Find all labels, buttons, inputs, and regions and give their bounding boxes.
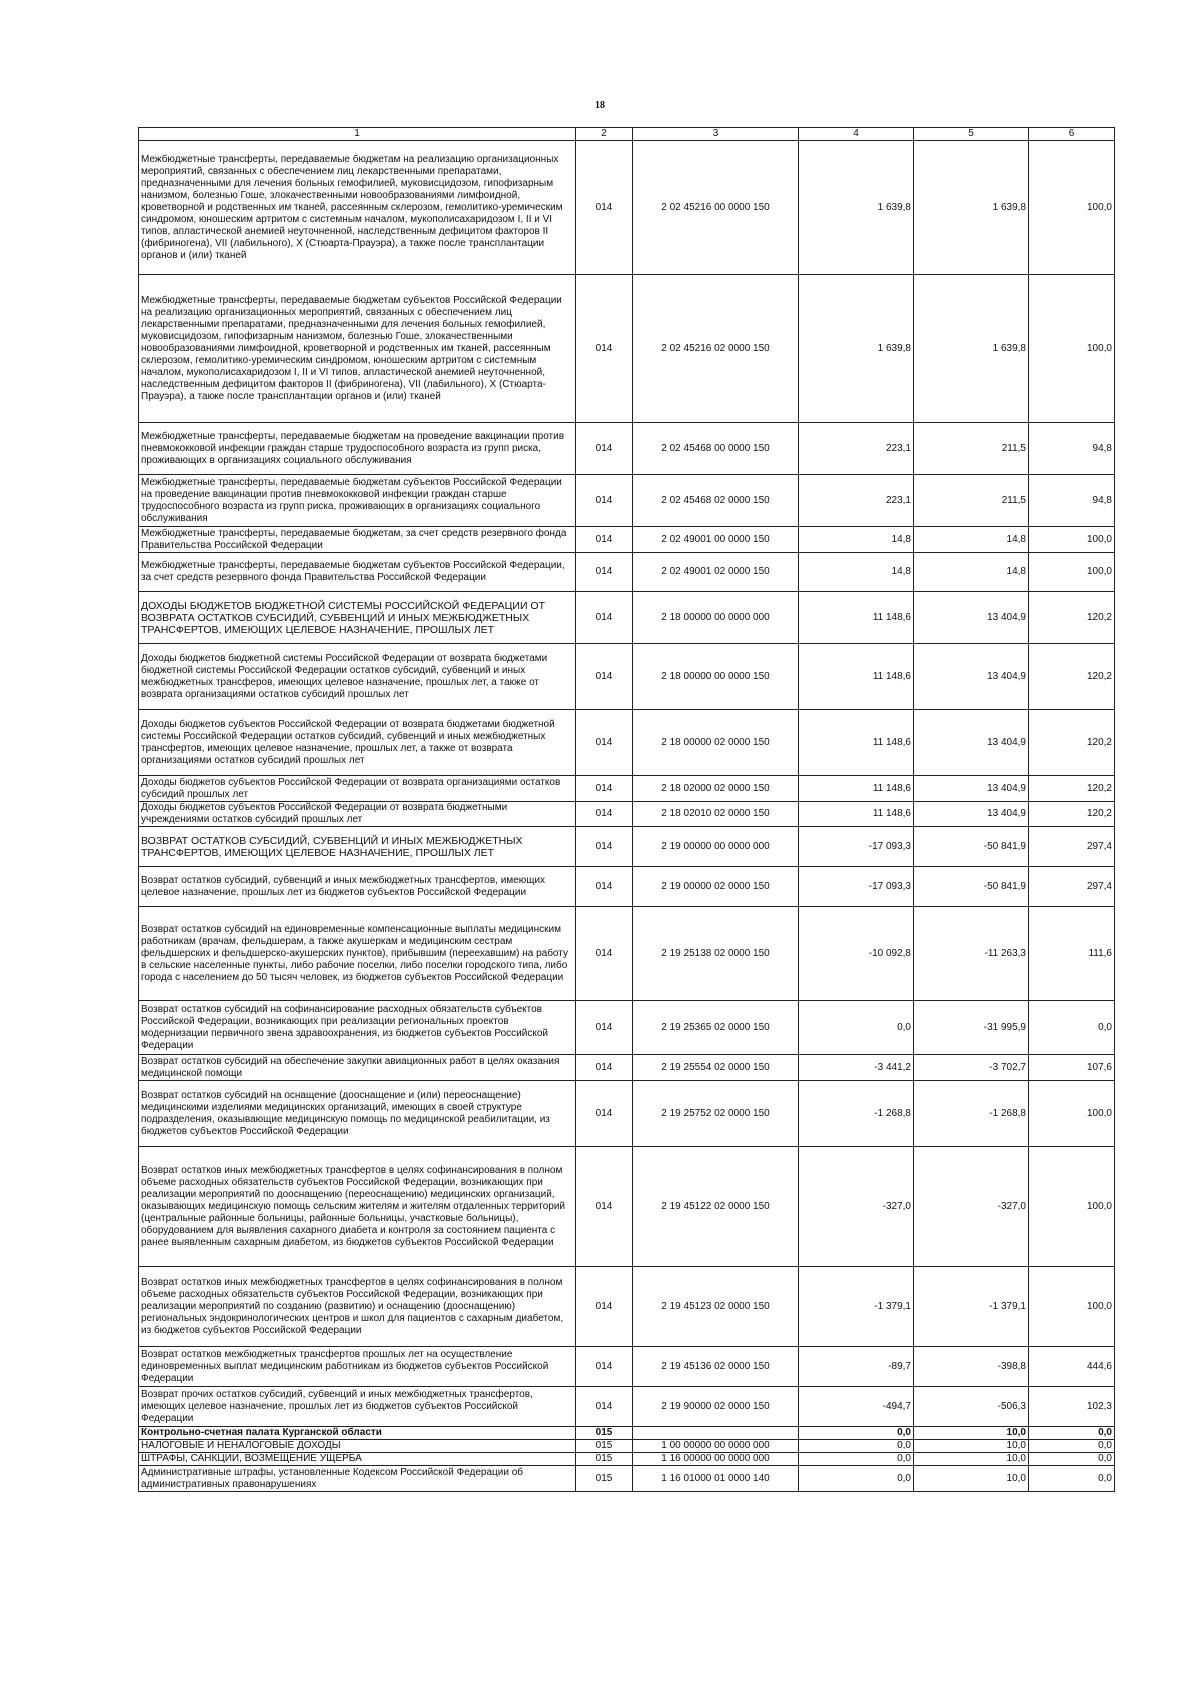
table-row: [139, 867, 1115, 907]
budget-table: [138, 127, 1115, 1492]
row-percent-cell: 100,0: [1029, 553, 1115, 592]
row-name-cell: Возврат остатков субсидий, субвенций и иных межбюджетных трансфертов, имеющих целевое назначение, прошлых лет из бюджетов субъектов Российской Федерации: [139, 867, 576, 907]
row-budget-code-cell: 2 18 02000 02 0000 150: [633, 776, 799, 802]
row-percent-cell: 0,0: [1029, 1427, 1115, 1440]
row-plan-cell: 14,8: [799, 527, 914, 553]
table-row: [139, 275, 1115, 423]
row-percent-cell: 94,8: [1029, 475, 1115, 527]
row-budget-code-cell: 2 19 90000 02 0000 150: [633, 1387, 799, 1427]
row-admin-code-cell: 014: [576, 141, 633, 275]
table-row: [139, 1453, 1115, 1466]
row-plan-cell: 223,1: [799, 423, 914, 475]
row-budget-code-cell: 2 19 00000 00 0000 000: [633, 827, 799, 867]
row-admin-code-cell: 014: [576, 475, 633, 527]
column-header: 2: [576, 128, 633, 141]
column-header: 3: [633, 128, 799, 141]
row-budget-code-cell: 2 19 45123 02 0000 150: [633, 1267, 799, 1347]
row-percent-cell: 297,4: [1029, 827, 1115, 867]
row-name-cell: Возврат остатков субсидий на оснащение (дооснащение и (или) переоснащение) медицинскими изделиями медицинских организаций, имеющих в своей структуре подразделения, оказывающие медицинскую помощь по медицинской реабилитации, из бюджетов субъектов Российской Федерации: [139, 1081, 576, 1147]
row-name-cell: НАЛОГОВЫЕ И НЕНАЛОГОВЫЕ ДОХОДЫ: [139, 1440, 576, 1453]
row-fact-cell: 211,5: [914, 423, 1029, 475]
row-name-cell: Возврат прочих остатков субсидий, субвенций и иных межбюджетных трансфертов, имеющих целевое назначение, прошлых лет из бюджетов субъектов Российской Федерации: [139, 1387, 576, 1427]
row-budget-code-cell: 1 16 01000 01 0000 140: [633, 1466, 799, 1492]
row-fact-cell: -506,3: [914, 1387, 1029, 1427]
row-name-cell: Доходы бюджетов бюджетной системы Российской Федерации от возврата бюджетами бюджетной системы Российской Федерации остатков субсидий, субвенций и иных межбюджетных трансферов, имеющих целевое назначение, прошлых лет, а также от возврата организациями остатков субсидий прошлых лет: [139, 644, 576, 710]
table-row: [139, 1267, 1115, 1347]
row-name-cell: Возврат остатков иных межбюджетных трансфертов в целях софинансирования в полном объеме расходных обязательств субъектов Российской Федерации, возникающих при реализации мероприятий по созданию (развитию) и оснащению (дооснащению) региональных эндокринологических центров и школ для пациентов с сахарным диабетом, из бюджетов субъектов Российской Федерации: [139, 1267, 576, 1347]
row-budget-code-cell: 2 18 00000 00 0000 150: [633, 644, 799, 710]
row-budget-code-cell: 2 02 45468 00 0000 150: [633, 423, 799, 475]
row-plan-cell: 11 148,6: [799, 776, 914, 802]
row-percent-cell: 120,2: [1029, 644, 1115, 710]
row-fact-cell: 211,5: [914, 475, 1029, 527]
row-budget-code-cell: 2 19 25554 02 0000 150: [633, 1055, 799, 1081]
row-budget-code-cell: 2 18 02010 02 0000 150: [633, 802, 799, 827]
table-row: [139, 1427, 1115, 1440]
row-plan-cell: 0,0: [799, 1001, 914, 1055]
row-percent-cell: 120,2: [1029, 710, 1115, 776]
row-plan-cell: 223,1: [799, 475, 914, 527]
row-name-cell: Контрольно-счетная палата Курганской области: [139, 1427, 576, 1440]
table-row: [139, 710, 1115, 776]
row-budget-code-cell: 2 19 25365 02 0000 150: [633, 1001, 799, 1055]
row-name-cell: ДОХОДЫ БЮДЖЕТОВ БЮДЖЕТНОЙ СИСТЕМЫ РОССИЙСКОЙ ФЕДЕРАЦИИ ОТ ВОЗВРАТА ОСТАТКОВ СУБСИДИЙ, СУБВЕНЦИЙ И ИНЫХ МЕЖБЮДЖЕТНЫХ ТРАНСФЕРТОВ, ИМЕЮЩИХ ЦЕЛЕВОЕ НАЗНАЧЕНИЕ, ПРОШЛЫХ ЛЕТ: [139, 592, 576, 644]
row-fact-cell: 14,8: [914, 527, 1029, 553]
table-header-row: [139, 128, 1115, 141]
table-row: [139, 802, 1115, 827]
row-percent-cell: 0,0: [1029, 1001, 1115, 1055]
table-row: [139, 1055, 1115, 1081]
row-plan-cell: 0,0: [799, 1466, 914, 1492]
row-plan-cell: -17 093,3: [799, 867, 914, 907]
row-admin-code-cell: 014: [576, 644, 633, 710]
row-fact-cell: -31 995,9: [914, 1001, 1029, 1055]
row-percent-cell: 100,0: [1029, 275, 1115, 423]
row-plan-cell: 1 639,8: [799, 141, 914, 275]
row-budget-code-cell: 2 19 45136 02 0000 150: [633, 1347, 799, 1387]
row-name-cell: Возврат остатков субсидий на обеспечение закупки авиационных работ в целях оказания медицинской помощи: [139, 1055, 576, 1081]
table-row: [139, 1466, 1115, 1492]
row-percent-cell: 120,2: [1029, 802, 1115, 827]
table-row: [139, 776, 1115, 802]
row-admin-code-cell: 014: [576, 1081, 633, 1147]
row-name-cell: Межбюджетные трансферты, передаваемые бюджетам, за счет средств резервного фонда Правительства Российской Федерации: [139, 527, 576, 553]
row-plan-cell: -327,0: [799, 1147, 914, 1267]
column-header: 5: [914, 128, 1029, 141]
row-percent-cell: 100,0: [1029, 1147, 1115, 1267]
row-name-cell: Межбюджетные трансферты, передаваемые бюджетам на проведение вакцинации против пневмококковой инфекции граждан старше трудоспособного возраста из групп риска, проживающих в организациях социального обслуживания: [139, 423, 576, 475]
column-header: 4: [799, 128, 914, 141]
row-percent-cell: 0,0: [1029, 1466, 1115, 1492]
row-plan-cell: 1 639,8: [799, 275, 914, 423]
row-percent-cell: 120,2: [1029, 776, 1115, 802]
page-number: 18: [595, 100, 605, 111]
row-budget-code-cell: 2 02 49001 00 0000 150: [633, 527, 799, 553]
row-plan-cell: -3 441,2: [799, 1055, 914, 1081]
row-fact-cell: 10,0: [914, 1466, 1029, 1492]
row-name-cell: Возврат остатков субсидий на софинансирование расходных обязательств субъектов Российской Федерации, возникающих при реализации региональных проектов модернизации первичного звена здравоохранения, из бюджетов субъектов Российской Федерации: [139, 1001, 576, 1055]
row-plan-cell: -494,7: [799, 1387, 914, 1427]
row-budget-code-cell: 2 19 25138 02 0000 150: [633, 907, 799, 1001]
row-name-cell: Межбюджетные трансферты, передаваемые бюджетам субъектов Российской Федерации на реализацию организационных мероприятий, связанных с обеспечением лиц лекарственными препаратами, предназначенными для лечения больных гемофилией, муковисцидозом, гипофизарным нанизмом, болезнью Гоше, злокачественными новообразованиями лимфоидной, кроветворной и родственных им тканей, рассеянным склерозом, гемолитико-уремическим синдромом, юношеским артритом с системным началом, мукополисахаридозом I, II и VI типов, апластической анемией неуточненной, наследственным дефицитом факторов II (фибриногена), VII (лабильного), X (Стюарта-Прауэра), а также после трансплантации органов и (или) тканей: [139, 275, 576, 423]
column-header: 1: [139, 128, 576, 141]
row-name-cell: Межбюджетные трансферты, передаваемые бюджетам на реализацию организационных мероприятий, связанных с обеспечением лиц лекарственными препаратами, предназначенными для лечения больных гемофилией, муковисцидозом, гипофизарным нанизмом, болезнью Гоше, злокачественными новообразованиями лимфоидной, кроветворной и родственных им тканей, рассеянным склерозом, гемолитико-уремическим синдромом, юношеским артритом с системным началом, мукополисахаридозом I, II и VI типов, апластической анемией неуточненной, наследственным дефицитом факторов II (фибриногена), VII (лабильного), X (Стюарта-Прауэра), а также после трансплантации органов и (или) тканей: [139, 141, 576, 275]
row-admin-code-cell: 014: [576, 423, 633, 475]
row-fact-cell: -327,0: [914, 1147, 1029, 1267]
table-body: [139, 141, 1115, 1492]
row-admin-code-cell: 014: [576, 710, 633, 776]
row-fact-cell: -1 379,1: [914, 1267, 1029, 1347]
row-name-cell: Возврат остатков межбюджетных трансфертов прошлых лет на осуществление единовременных выплат медицинским работникам из бюджетов субъектов Российской Федерации: [139, 1347, 576, 1387]
row-plan-cell: -1 379,1: [799, 1267, 914, 1347]
table-row: [139, 1081, 1115, 1147]
row-fact-cell: 13 404,9: [914, 592, 1029, 644]
table-row: [139, 1347, 1115, 1387]
row-admin-code-cell: 014: [576, 802, 633, 827]
row-fact-cell: 10,0: [914, 1440, 1029, 1453]
row-percent-cell: 100,0: [1029, 1267, 1115, 1347]
table-row: [139, 1147, 1115, 1267]
row-budget-code-cell: 2 19 25752 02 0000 150: [633, 1081, 799, 1147]
row-fact-cell: 13 404,9: [914, 710, 1029, 776]
table-row: [139, 1001, 1115, 1055]
row-budget-code-cell: 2 19 00000 02 0000 150: [633, 867, 799, 907]
row-fact-cell: 10,0: [914, 1427, 1029, 1440]
row-fact-cell: 14,8: [914, 553, 1029, 592]
row-percent-cell: 100,0: [1029, 1081, 1115, 1147]
row-budget-code-cell: 2 02 45216 00 0000 150: [633, 141, 799, 275]
row-budget-code-cell: 1 00 00000 00 0000 000: [633, 1440, 799, 1453]
row-plan-cell: -10 092,8: [799, 907, 914, 1001]
table-row: [139, 141, 1115, 275]
row-budget-code-cell: 2 18 00000 00 0000 000: [633, 592, 799, 644]
row-plan-cell: -17 093,3: [799, 827, 914, 867]
row-fact-cell: 1 639,8: [914, 141, 1029, 275]
table-row: [139, 423, 1115, 475]
table-row: [139, 1387, 1115, 1427]
row-plan-cell: -1 268,8: [799, 1081, 914, 1147]
row-fact-cell: 1 639,8: [914, 275, 1029, 423]
row-plan-cell: 11 148,6: [799, 710, 914, 776]
row-percent-cell: 94,8: [1029, 423, 1115, 475]
row-budget-code-cell: [633, 1427, 799, 1440]
column-header: 6: [1029, 128, 1115, 141]
table-row: [139, 527, 1115, 553]
table-row: [139, 475, 1115, 527]
row-admin-code-cell: 014: [576, 907, 633, 1001]
table-row: [139, 907, 1115, 1001]
row-budget-code-cell: 2 18 00000 02 0000 150: [633, 710, 799, 776]
row-admin-code-cell: 014: [576, 867, 633, 907]
row-fact-cell: -11 263,3: [914, 907, 1029, 1001]
table-row: [139, 644, 1115, 710]
row-admin-code-cell: 014: [576, 1055, 633, 1081]
row-admin-code-cell: 014: [576, 275, 633, 423]
row-budget-code-cell: 2 19 45122 02 0000 150: [633, 1147, 799, 1267]
row-name-cell: Возврат остатков субсидий на единовременные компенсационные выплаты медицинским работникам (врачам, фельдшерам, а также акушеркам и медицинским сестрам фельдшерских и фельдшерско-акушерских пунктов), прибывшим (переехавшим) на работу в сельские населенные пункты, либо рабочие поселки, либо поселки городского типа, либо города с населением до 50 тысяч человек, из бюджетов субъектов Российской Федерации: [139, 907, 576, 1001]
row-percent-cell: 0,0: [1029, 1453, 1115, 1466]
row-plan-cell: 0,0: [799, 1453, 914, 1466]
table-row: [139, 553, 1115, 592]
row-admin-code-cell: 014: [576, 1147, 633, 1267]
row-fact-cell: 10,0: [914, 1453, 1029, 1466]
row-budget-code-cell: 2 02 45216 02 0000 150: [633, 275, 799, 423]
row-fact-cell: -398,8: [914, 1347, 1029, 1387]
row-budget-code-cell: 2 02 45468 02 0000 150: [633, 475, 799, 527]
row-admin-code-cell: 015: [576, 1466, 633, 1492]
row-plan-cell: 11 148,6: [799, 592, 914, 644]
row-admin-code-cell: 015: [576, 1453, 633, 1466]
row-percent-cell: 120,2: [1029, 592, 1115, 644]
row-admin-code-cell: 014: [576, 527, 633, 553]
row-percent-cell: 444,6: [1029, 1347, 1115, 1387]
row-budget-code-cell: 1 16 00000 00 0000 000: [633, 1453, 799, 1466]
row-plan-cell: 0,0: [799, 1427, 914, 1440]
row-admin-code-cell: 014: [576, 1387, 633, 1427]
row-name-cell: Возврат остатков иных межбюджетных трансфертов в целях софинансирования в полном объеме расходных обязательств субъектов Российской Федерации, возникающих при реализации мероприятий по дооснащению (переоснащению) медицинских организаций, оказывающих медицинскую помощь сельским жителям и жителям отдаленных территорий (центральные районные больницы, районные больницы, участковые больницы), оборудованием для выявления сахарного диабета и контроля за состоянием пациента с ранее выявленным сахарным диабетом, из бюджетов субъектов Российской Федерации: [139, 1147, 576, 1267]
row-name-cell: Доходы бюджетов субъектов Российской Федерации от возврата бюджетными учреждениями остатков субсидий прошлых лет: [139, 802, 576, 827]
row-name-cell: ШТРАФЫ, САНКЦИИ, ВОЗМЕЩЕНИЕ УЩЕРБА: [139, 1453, 576, 1466]
row-admin-code-cell: 015: [576, 1427, 633, 1440]
row-admin-code-cell: 014: [576, 592, 633, 644]
row-name-cell: Межбюджетные трансферты, передаваемые бюджетам субъектов Российской Федерации, за счет средств резервного фонда Правительства Российской Федерации: [139, 553, 576, 592]
row-name-cell: Административные штрафы, установленные Кодексом Российской Федерации об административных правонарушениях: [139, 1466, 576, 1492]
row-fact-cell: -3 702,7: [914, 1055, 1029, 1081]
row-admin-code-cell: 014: [576, 776, 633, 802]
table-row: [139, 827, 1115, 867]
row-admin-code-cell: 014: [576, 1347, 633, 1387]
row-percent-cell: 100,0: [1029, 141, 1115, 275]
row-name-cell: Доходы бюджетов субъектов Российской Федерации от возврата бюджетами бюджетной системы Российской Федерации остатков субсидий, субвенций и иных межбюджетных трансфертов, имеющих целевое назначение, прошлых лет, а также от возврата организациями остатков субсидий прошлых лет: [139, 710, 576, 776]
row-percent-cell: 100,0: [1029, 527, 1115, 553]
table-row: [139, 1440, 1115, 1453]
row-plan-cell: 14,8: [799, 553, 914, 592]
row-percent-cell: 297,4: [1029, 867, 1115, 907]
row-percent-cell: 102,3: [1029, 1387, 1115, 1427]
row-admin-code-cell: 014: [576, 1267, 633, 1347]
row-fact-cell: -50 841,9: [914, 827, 1029, 867]
row-percent-cell: 107,6: [1029, 1055, 1115, 1081]
row-name-cell: ВОЗВРАТ ОСТАТКОВ СУБСИДИЙ, СУБВЕНЦИЙ И ИНЫХ МЕЖБЮДЖЕТНЫХ ТРАНСФЕРТОВ, ИМЕЮЩИХ ЦЕЛЕВОЕ НАЗНАЧЕНИЕ, ПРОШЛЫХ ЛЕТ: [139, 827, 576, 867]
row-budget-code-cell: 2 02 49001 02 0000 150: [633, 553, 799, 592]
row-percent-cell: 0,0: [1029, 1440, 1115, 1453]
row-admin-code-cell: 015: [576, 1440, 633, 1453]
row-fact-cell: -50 841,9: [914, 867, 1029, 907]
row-fact-cell: 13 404,9: [914, 644, 1029, 710]
row-fact-cell: 13 404,9: [914, 776, 1029, 802]
row-admin-code-cell: 014: [576, 827, 633, 867]
row-name-cell: Межбюджетные трансферты, передаваемые бюджетам субъектов Российской Федерации на проведение вакцинации против пневмококковой инфекции граждан старше трудоспособного возраста из групп риска, проживающих в организациях социального обслуживания: [139, 475, 576, 527]
row-plan-cell: 11 148,6: [799, 802, 914, 827]
row-fact-cell: -1 268,8: [914, 1081, 1029, 1147]
row-name-cell: Доходы бюджетов субъектов Российской Федерации от возврата организациями остатков субсидий прошлых лет: [139, 776, 576, 802]
row-percent-cell: 111,6: [1029, 907, 1115, 1001]
row-plan-cell: 11 148,6: [799, 644, 914, 710]
row-fact-cell: 13 404,9: [914, 802, 1029, 827]
table-row: [139, 592, 1115, 644]
row-plan-cell: -89,7: [799, 1347, 914, 1387]
row-plan-cell: 0,0: [799, 1440, 914, 1453]
row-admin-code-cell: 014: [576, 553, 633, 592]
row-admin-code-cell: 014: [576, 1001, 633, 1055]
